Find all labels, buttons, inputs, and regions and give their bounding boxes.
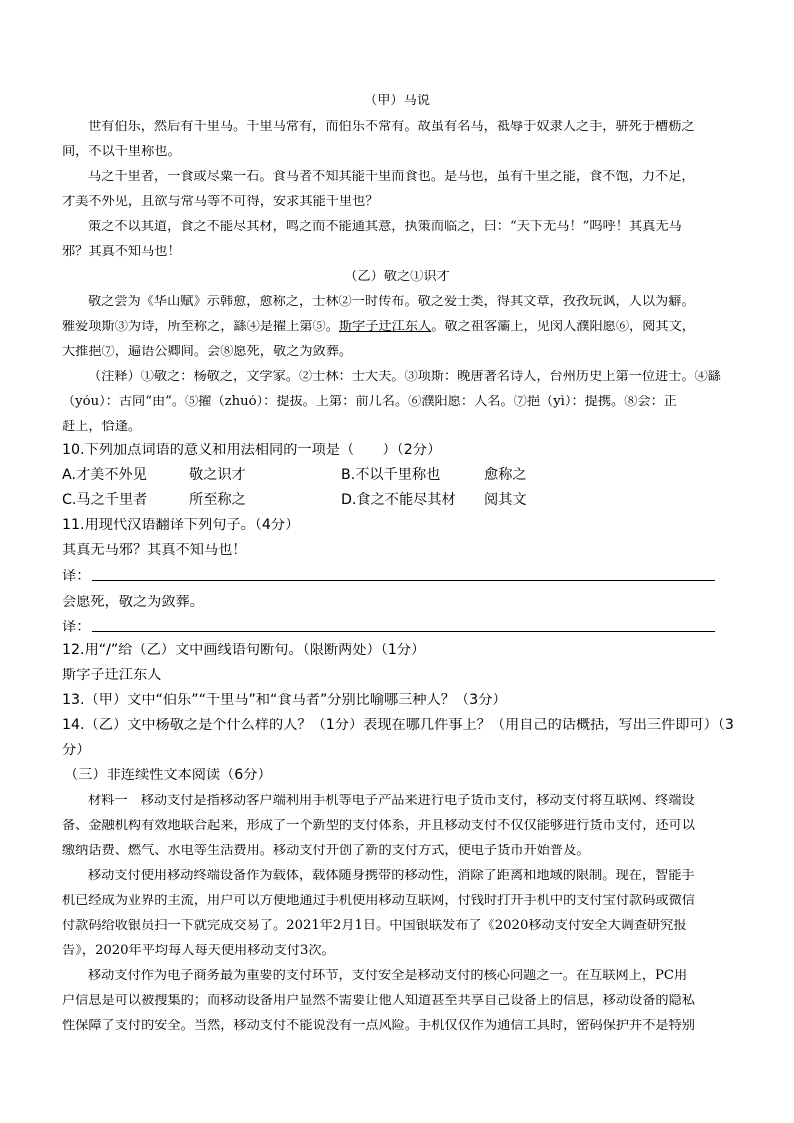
passage-b-title: （乙）敬之①识才: [344, 270, 450, 284]
material-line: 移动支付使用移动终端设备作为载体，载体随身携带的移动性，消除了距离和地域的限制。现在，智能手: [88, 869, 695, 883]
question-11-stem: 11.用现代汉语翻译下列句子。（4分）: [62, 518, 300, 533]
translate-sentence-1: 其真无马邪？其真不知马也！: [62, 543, 247, 558]
option-b: B.不以千里称也: [341, 467, 441, 483]
material-line: 户信息是可以被搜集的；而移动设备用户显然不需要让他人知道甚至共享自己设备上的信息，移动设备的隐私: [62, 994, 695, 1008]
question-12-sentence: 斯字子迁江东人: [62, 668, 162, 683]
material-line: 付款码给收银员扫一下就完成交易了。2021年2月1日。中国银联发布了《2020移动支付安全大调查研究报: [62, 919, 687, 933]
passage-b-line: [62, 320, 738, 333]
passage-b-line: 敬之尝为《华山赋》示韩愈，愈称之，士林②一时传布。敬之爱士类，得其文章，孜孜玩讽，人以为癖。: [88, 295, 695, 309]
section-3-heading: （三）非连续性文本阅读（6分）: [64, 768, 272, 783]
translate-label: 译：: [62, 620, 91, 635]
underlined-sentence: 斯字子迁江东人: [338, 320, 432, 334]
answer-line[interactable]: [92, 580, 715, 581]
option-d: D.食之不能尽其材: [341, 492, 456, 508]
passage-a-line: 策之不以其道，食之不能尽其材，鸣之而不能通其意，执策而临之，曰：“天下无马！”呜呼！其真无马: [88, 220, 682, 234]
translate-label: 译：: [62, 569, 91, 584]
option-a-compare: 敬之识才: [189, 467, 246, 483]
passage-a-line: 间，不以千里称也。: [62, 145, 181, 159]
notes-line: （yóu）：古同“由”。⑤擢（zhuó）：提拔。上第：前几名。⑥濮阳愿：人名。⑦挹（yì）：提携。⑧会：正: [62, 395, 677, 409]
question-14-stem-cont: 分）: [62, 743, 91, 758]
option-d-compare: 阅其文: [484, 492, 527, 508]
question-10-stem: 10.下列加点词语的意义和用法相同的一项是（ ）（2分）: [62, 443, 442, 458]
translate-sentence-2: 会愿死，敬之为敛葬。: [62, 595, 204, 610]
answer-line[interactable]: [92, 631, 715, 632]
notes-line: （注释）①敬之：杨敬之，文学家。②士林：士大夫。③项斯：晚唐著名诗人，台州历史上第一位进士。④繇: [88, 370, 721, 384]
notes-line: 赶上，恰逢。: [62, 420, 142, 434]
option-c: C.马之千里者: [62, 492, 148, 508]
question-14-stem: 14.（乙）文中杨敬之是个什么样的人？（1分）表现在哪几件事上？（用自己的话概括，写出三件即可）（3: [62, 718, 734, 733]
option-b-compare: 愈称之: [484, 467, 527, 483]
material-line: 告》，2020年平均每人每天使用移动支付3次。: [62, 944, 335, 958]
material-line: 材料一 移动支付是指移动客户端利用手机等电子产品来进行电子货币支付，移动支付将互联网、终端设: [88, 794, 695, 808]
material-line: 移动支付作为电子商务最为重要的支付环节，支付安全是移动支付的核心问题之一。在互联网上，PC用: [88, 969, 688, 983]
passage-b-text: 雅爱项斯③为诗，所至称之，繇④是擢上第⑤。: [62, 320, 339, 334]
question-13-stem: 13.（甲）文中“伯乐”“千里马”和“食马者”分别比喻哪三种人？（3分）: [62, 693, 507, 708]
material-line: 机已经成为业界的主流，用户可以方便地通过手机使用移动互联网，付钱时打开手机中的支付宝付款码或微信: [62, 894, 695, 908]
passage-a-line: 世有伯乐，然后有千里马。千里马常有，而伯乐不常有。故虽有名马，祗辱于奴隶人之手，骈死于槽枥之: [88, 120, 695, 134]
question-12-stem: 12.用“/”给（乙）文中画线语句断句。（限断两处）（1分）: [62, 643, 426, 658]
material-line: 缴纳话费、燃气、水电等生活费用。移动支付开创了新的支付方式，使电子货币开始普及。: [62, 844, 590, 858]
passage-b-text: 。敬之祖客灞上，见闵人濮阳愿⑥，阅其文，: [431, 320, 695, 334]
passage-a-line: 邪？其真不知马也！: [62, 245, 181, 259]
passage-a-title: （甲）马说: [364, 94, 430, 108]
option-a: A.才美不外见: [62, 467, 147, 483]
passage-b-line: 大推挹⑦，遍语公卿间。会⑧愿死，敬之为敛葬。: [62, 345, 353, 359]
passage-a-line: 马之千里者，一食或尽粟一石。食马者不知其能千里而食也。是马也，虽有千里之能，食不饱，力不足，: [88, 170, 695, 184]
option-c-compare: 所至称之: [189, 492, 246, 508]
material-line: 备、金融机构有效地联合起来，形成了一个新型的支付体系，并且移动支付不仅仅能够进行货币支付，还可以: [62, 819, 695, 833]
material-line: 性保障了支付的安全。当然，移动支付不能说没有一点风险。手机仅仅作为通信工具时，密码保护并不是特别: [62, 1019, 695, 1033]
passage-a-line: 才美不外见，且欲与常马等不可得，安求其能千里也？: [62, 195, 379, 209]
